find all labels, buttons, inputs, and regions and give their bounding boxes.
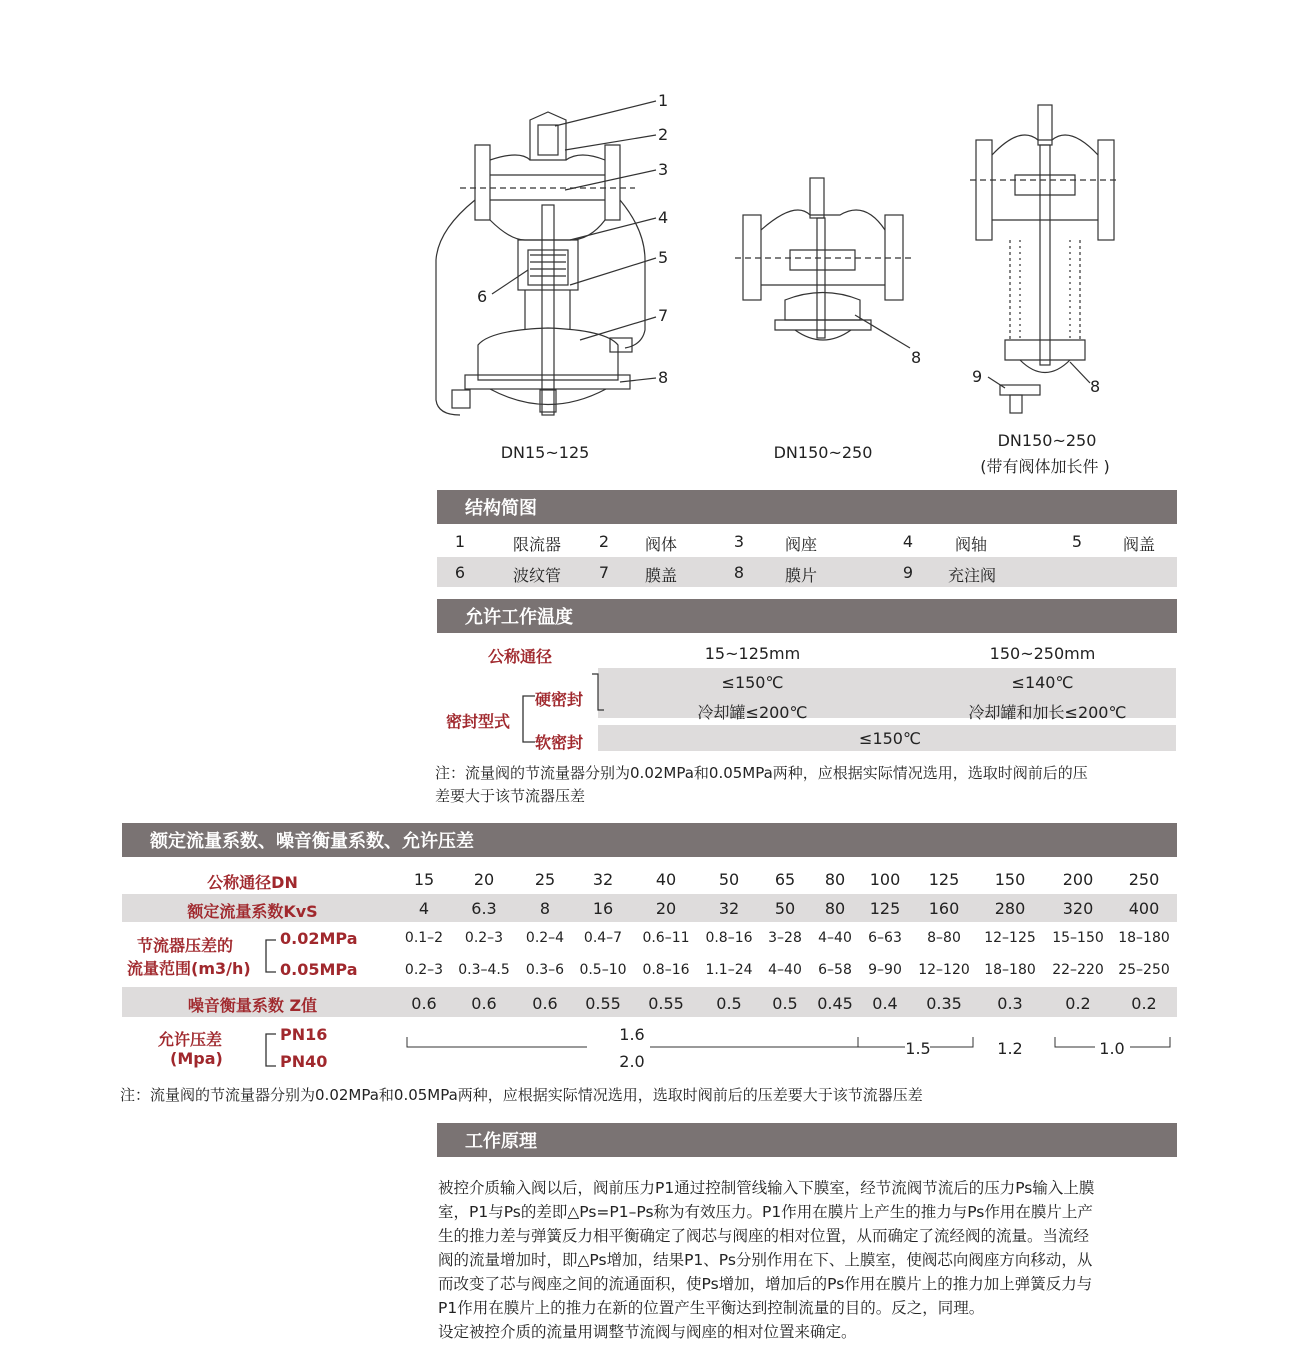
flow-title: 额定流量系数、噪音衡量系数、允许压差 bbox=[150, 831, 474, 852]
principle-line: 室，P1与Ps的差即△Ps=P1–Ps称为有效压力。P1作用在膜片上产生的推力与Ps作用在膜片上产 bbox=[438, 1203, 1093, 1221]
dp-bracket bbox=[260, 1032, 278, 1072]
temp-hard-2b: 冷却罐和加长≤200℃ bbox=[968, 703, 1127, 722]
flow-dn-cell: 40 bbox=[655, 870, 677, 889]
part-num: 8 bbox=[733, 563, 745, 582]
structure-header bbox=[437, 490, 1177, 524]
callout-1: 1 bbox=[658, 91, 669, 110]
temp-hard-2a: 冷却罐≤200℃ bbox=[697, 703, 808, 722]
part-num: 4 bbox=[902, 532, 914, 551]
flow-r002-cell: 15–150 bbox=[1052, 930, 1104, 946]
part-name: 膜盖 bbox=[644, 566, 677, 585]
temp-soft-val: ≤150℃ bbox=[859, 729, 921, 748]
flow-z-cell: 0.55 bbox=[648, 994, 684, 1013]
flow-dn-cell: 20 bbox=[473, 870, 495, 889]
flow-r005-cell: 0.2–3 bbox=[404, 962, 444, 978]
flow-dn-cell: 32 bbox=[592, 870, 614, 889]
part-num: 1 bbox=[454, 532, 466, 551]
principle-line: 被控介质输入阀以后，阀前压力P1通过控制管线输入下膜室，经节流阀节流后的压力Ps输入上膜 bbox=[438, 1179, 1095, 1197]
flow-r002-cell: 18–180 bbox=[1118, 930, 1170, 946]
flow-kvs-cell: 125 bbox=[869, 899, 901, 918]
flow-dn-label: 公称通径DN bbox=[207, 873, 298, 892]
structure-row-1 bbox=[437, 526, 1177, 555]
flow-dn-cell: 200 bbox=[1062, 870, 1094, 889]
callout-8-right: 8 bbox=[1090, 377, 1101, 396]
flow-dn-cell: 150 bbox=[994, 870, 1026, 889]
principle-line: P1作用在膜片上的推力在新的位置产生平衡达到控制流量的目的。反之，同理。 bbox=[438, 1299, 985, 1317]
flow-r005-cell: 1.1–24 bbox=[705, 962, 753, 978]
flow-kvs-cell: 6.3 bbox=[471, 899, 497, 918]
flow-r002-cell: 0.1–2 bbox=[404, 930, 444, 946]
dp-1-0: 1.0 bbox=[1099, 1039, 1125, 1058]
flow-range-label-2: 流量范围(m3/h) bbox=[127, 959, 251, 978]
part-num: 5 bbox=[1071, 532, 1083, 551]
temp-hard-1b: ≤140℃ bbox=[1011, 673, 1074, 692]
temperature-header bbox=[437, 599, 1177, 633]
flow-r005-cell: 18–180 bbox=[984, 962, 1036, 978]
part-num: 7 bbox=[598, 563, 610, 582]
caption-dn150-250: DN150~250 bbox=[773, 443, 873, 462]
flow-r005-cell: 0.3–4.5 bbox=[458, 962, 510, 978]
part-num: 3 bbox=[733, 532, 745, 551]
callout-5: 5 bbox=[658, 248, 669, 267]
principle-header bbox=[437, 1123, 1177, 1157]
part-num: 6 bbox=[454, 563, 466, 582]
flow-kvs-cell: 8 bbox=[539, 899, 551, 918]
flow-r002-cell: 0.4–7 bbox=[583, 930, 623, 946]
temp-note-line-2: 差要大于该节流器压差 bbox=[435, 787, 586, 805]
temp-note bbox=[435, 762, 1195, 808]
temp-hard-label: 硬密封 bbox=[535, 690, 584, 709]
flow-z-cell: 0.2 bbox=[1131, 994, 1157, 1013]
flow-kvs-cell: 400 bbox=[1128, 899, 1160, 918]
flow-r005-cell: 0.5–10 bbox=[579, 962, 627, 978]
part-name: 限流器 bbox=[512, 535, 561, 554]
flow-r002-cell: 12–125 bbox=[984, 930, 1036, 946]
callout-3: 3 bbox=[658, 160, 669, 179]
dp-1-2: 1.2 bbox=[997, 1039, 1023, 1058]
temp-dn-1: 15~125mm bbox=[704, 644, 801, 663]
temp-dn-2: 150~250mm bbox=[989, 644, 1096, 663]
flow-r005-cell: 25–250 bbox=[1118, 962, 1170, 978]
part-name: 波纹管 bbox=[512, 566, 561, 585]
flow-r002-cell: 0.2–3 bbox=[464, 930, 504, 946]
flow-kvs-cell: 280 bbox=[994, 899, 1026, 918]
callout-2: 2 bbox=[658, 125, 669, 144]
callout-9-right: 9 bbox=[972, 367, 983, 386]
flow-p005: 0.05MPa bbox=[280, 960, 358, 979]
structure-row-2 bbox=[437, 557, 1177, 587]
flow-z-label: 噪音衡量系数 Z值 bbox=[187, 996, 318, 1015]
flow-z-cell: 0.6 bbox=[532, 994, 558, 1013]
callout-8: 8 bbox=[658, 368, 669, 387]
flow-z-cell: 0.35 bbox=[926, 994, 962, 1013]
flow-kvs-cell: 80 bbox=[824, 899, 846, 918]
flow-r005-cell: 6–58 bbox=[818, 962, 852, 978]
flow-dn-cell: 65 bbox=[774, 870, 796, 889]
callout-6: 6 bbox=[477, 287, 488, 306]
flow-z-cell: 0.2 bbox=[1065, 994, 1091, 1013]
structure-title: 结构简图 bbox=[465, 498, 537, 519]
temp-note-line-1: 注：流量阀的节流量器分别为0.02MPa和0.05MPa两种，应根据实际情况选用，选取时阀前后的压 bbox=[435, 764, 1088, 782]
dp-1-6: 1.6 bbox=[619, 1025, 645, 1044]
part-num: 9 bbox=[902, 563, 914, 582]
temp-soft-label: 软密封 bbox=[535, 733, 584, 752]
flow-r005-cell: 0.8–16 bbox=[642, 962, 690, 978]
flow-kvs-cell: 16 bbox=[592, 899, 614, 918]
flow-header bbox=[122, 823, 1177, 857]
flow-r005-cell: 4–40 bbox=[768, 962, 802, 978]
flow-kvs-cell: 32 bbox=[718, 899, 740, 918]
valve-diagram-dn150-250 bbox=[735, 170, 915, 360]
temp-dn-label: 公称通径 bbox=[488, 647, 553, 666]
flow-z-cell: 0.5 bbox=[716, 994, 742, 1013]
flow-r002-cell: 3–28 bbox=[768, 930, 802, 946]
flow-r002-cell: 4–40 bbox=[818, 930, 852, 946]
flow-note: 注：流量阀的节流量器分别为0.02MPa和0.05MPa两种，应根据实际情况选用，选取时阀前后的压差要大于该节流器压差 bbox=[120, 1086, 923, 1104]
flow-pn40: PN40 bbox=[280, 1052, 328, 1071]
flow-kvs-cell: 4 bbox=[418, 899, 430, 918]
part-name: 阀盖 bbox=[1122, 535, 1155, 554]
caption-dn15-125: DN15~125 bbox=[500, 443, 590, 462]
flow-r002-cell: 0.8–16 bbox=[705, 930, 753, 946]
flow-z-cell: 0.6 bbox=[471, 994, 497, 1013]
temp-seal-label: 密封型式 bbox=[446, 712, 511, 731]
flow-z-cell: 0.45 bbox=[817, 994, 853, 1013]
principle-text bbox=[438, 1176, 1183, 1344]
flow-dn-cell: 50 bbox=[718, 870, 740, 889]
part-name: 膜片 bbox=[784, 566, 817, 585]
callout-8-mid: 8 bbox=[911, 348, 922, 367]
principle-title: 工作原理 bbox=[465, 1131, 537, 1152]
part-name: 阀体 bbox=[644, 535, 677, 554]
temp-hard-1a: ≤150℃ bbox=[721, 673, 784, 692]
dp-1-5: 1.5 bbox=[905, 1039, 931, 1058]
part-name: 充注阀 bbox=[947, 566, 996, 585]
part-name: 阀座 bbox=[784, 535, 817, 554]
valve-diagram-dn15-125 bbox=[430, 90, 680, 435]
flow-r005-cell: 0.3–6 bbox=[525, 962, 565, 978]
flow-r005-cell: 9–90 bbox=[868, 962, 902, 978]
callout-7: 7 bbox=[658, 306, 669, 325]
part-num: 2 bbox=[598, 532, 610, 551]
flow-pn16: PN16 bbox=[280, 1025, 328, 1044]
part-name: 阀轴 bbox=[954, 535, 987, 554]
flow-z-cell: 0.3 bbox=[997, 994, 1023, 1013]
flow-dp-label-2: (Mpa) bbox=[170, 1049, 223, 1068]
flow-r002-cell: 6–63 bbox=[868, 930, 902, 946]
flow-p002: 0.02MPa bbox=[280, 929, 358, 948]
flow-kvs-cell: 50 bbox=[774, 899, 796, 918]
dp-2-0: 2.0 bbox=[619, 1052, 645, 1071]
flow-range-label-1: 节流器压差的 bbox=[137, 936, 234, 955]
flow-dn-cell: 80 bbox=[824, 870, 846, 889]
principle-line: 设定被控介质的流量用调整节流阀与阀座的相对位置来确定。 bbox=[438, 1323, 857, 1341]
range-bracket bbox=[260, 938, 278, 978]
valve-diagram-dn150-250-extended bbox=[970, 100, 1120, 420]
flow-z-cell: 0.4 bbox=[872, 994, 898, 1013]
flow-dn-cell: 100 bbox=[869, 870, 901, 889]
flow-kvs-cell: 20 bbox=[655, 899, 677, 918]
flow-dn-cell: 125 bbox=[928, 870, 960, 889]
callout-4: 4 bbox=[658, 208, 669, 227]
hard-bracket bbox=[590, 672, 606, 714]
flow-r002-cell: 0.2–4 bbox=[525, 930, 565, 946]
principle-line: 而改变了芯与阀座之间的流通面积，使Ps增加，增加后的Ps作用在膜片上的推力加上弹簧反力与 bbox=[438, 1275, 1093, 1293]
flow-z-cell: 0.6 bbox=[411, 994, 437, 1013]
temperature-title: 允许工作温度 bbox=[465, 607, 573, 628]
flow-r002-cell: 0.6–11 bbox=[642, 930, 690, 946]
flow-dn-cell: 25 bbox=[534, 870, 556, 889]
flow-kvs-label: 额定流量系数KvS bbox=[187, 902, 318, 921]
flow-kvs-cell: 320 bbox=[1062, 899, 1094, 918]
flow-dn-cell: 15 bbox=[413, 870, 435, 889]
dp-lines bbox=[400, 1033, 1180, 1063]
caption-dn150-250-ext: DN150~250 bbox=[997, 431, 1097, 450]
caption-ext-note: (带有阀体加长件 ) bbox=[980, 457, 1110, 476]
flow-r005-cell: 12–120 bbox=[918, 962, 970, 978]
flow-z-cell: 0.55 bbox=[585, 994, 621, 1013]
flow-r005-cell: 22–220 bbox=[1052, 962, 1104, 978]
flow-dn-cell: 250 bbox=[1128, 870, 1160, 889]
flow-kvs-cell: 160 bbox=[928, 899, 960, 918]
flow-r002-cell: 8–80 bbox=[927, 930, 961, 946]
flow-z-cell: 0.5 bbox=[772, 994, 798, 1013]
principle-line: 生的推力差与弹簧反力相平衡确定了阀芯与阀座的相对位置，从而确定了流经阀的流量。当流经 bbox=[438, 1227, 1090, 1245]
principle-line: 阀的流量增加时，即△Ps增加，结果P1、Ps分别作用在下、上膜室，使阀芯向阀座方向移动，从 bbox=[438, 1251, 1093, 1269]
flow-dp-label-1: 允许压差 bbox=[158, 1030, 223, 1049]
